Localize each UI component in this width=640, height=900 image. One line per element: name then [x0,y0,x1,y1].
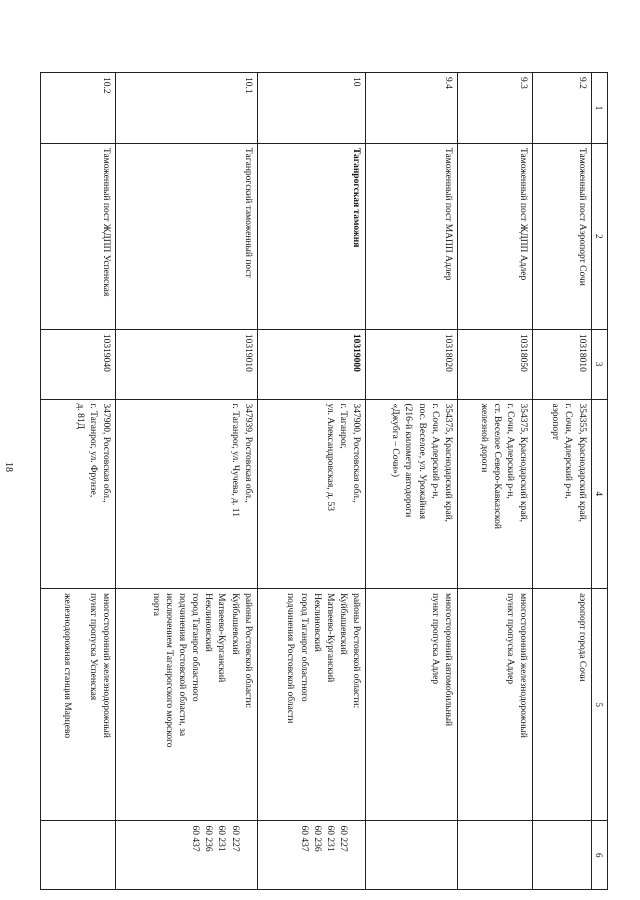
row-number: 10.1 [116,73,258,144]
area-codes [457,821,532,890]
post-address: 354375, Краснодарский край, г. Сочи, Адлерский р-н, пос. Веселое, ул. Урожайная (216-й километр автодороги «Джубга – Сочи») [366,399,458,589]
post-code: 10318010 [532,329,591,399]
row-number: 10.2 [41,73,116,144]
table-row [457,73,532,890]
post-name: Таможенный пост Аэропорт Сочи [532,143,591,329]
post-code: 10319040 [41,329,116,399]
column-number: 3 [591,329,607,399]
table-row [532,73,591,890]
row-number: 10 [257,73,365,144]
service-area: районы Ростовской области: Куйбышевский Матвеево-Курганский Неклиновский город Таганрог областного подчинения Ростовской области, за исключением Таганрогского морского порта [116,589,258,821]
column-number: 5 [591,589,607,821]
column-number: 2 [591,143,607,329]
post-code: 10319010 [116,329,258,399]
post-address: 354355, Краснодарский край, г. Сочи, Адлерский р-н, аэропорт [532,399,591,589]
customs-table [40,72,608,890]
service-area: аэропорт города Сочи [532,589,591,821]
post-name: Таганрогский таможенный пост [116,143,258,329]
post-address: 347900, Ростовская обл., г. Таганрог, ул. Александровская, д. 53 [257,399,365,589]
row-number: 9.4 [366,73,458,144]
service-area: районы Ростовской области: Куйбышевский Матвеево-Курганский Неклиновский город Таганрог областного подчинения Ростовской области [257,589,365,821]
table-row [41,73,116,890]
area-codes: 60 227 60 231 60 236 60 437 [257,821,365,890]
post-name: Таможенный пост ЖДПП Успенская [41,143,116,329]
post-address: 347939, Ростовская обл., г. Таганрог, ул. Чучева, д. 11 [116,399,258,589]
table-row [257,73,365,890]
area-codes [41,821,116,890]
post-address: 354375, Краснодарский край, г. Сочи, Адлерский р-н, ст. Веселое Северо-Кавказской железной дороги [457,399,532,589]
service-area: многосторонний железнодорожный пункт пропуска Адлер [457,589,532,821]
post-name: Таможенный пост МАПП Адлер [366,143,458,329]
column-number: 6 [591,821,607,890]
column-number: 4 [591,399,607,589]
post-name: Таможенный пост ЖДПП Адлер [457,143,532,329]
column-number: 1 [591,73,607,144]
post-address: 347900, Ростовская обл., г. Таганрог, ул. Фрунзе, д. 81Д [41,399,116,589]
row-number: 9.3 [457,73,532,144]
post-code: 10318050 [457,329,532,399]
service-area: многосторонний железнодорожный пункт пропуска Успенская железнодорожная станция Марцево [41,589,116,821]
page-number: 18 [3,462,14,472]
table-row [116,73,258,890]
service-area: многосторонний автомобильный пункт пропуска Адлер [366,589,458,821]
area-codes: 60 227 60 231 60 236 60 437 [116,821,258,890]
area-codes [366,821,458,890]
table-row [366,73,458,890]
post-code: 10319000 [257,329,365,399]
post-name: Таганрогская таможня [257,143,365,329]
rotated-page-content [40,72,608,890]
post-code: 10318020 [366,329,458,399]
area-codes [532,821,591,890]
row-number: 9.2 [532,73,591,144]
column-number-row [591,73,607,890]
